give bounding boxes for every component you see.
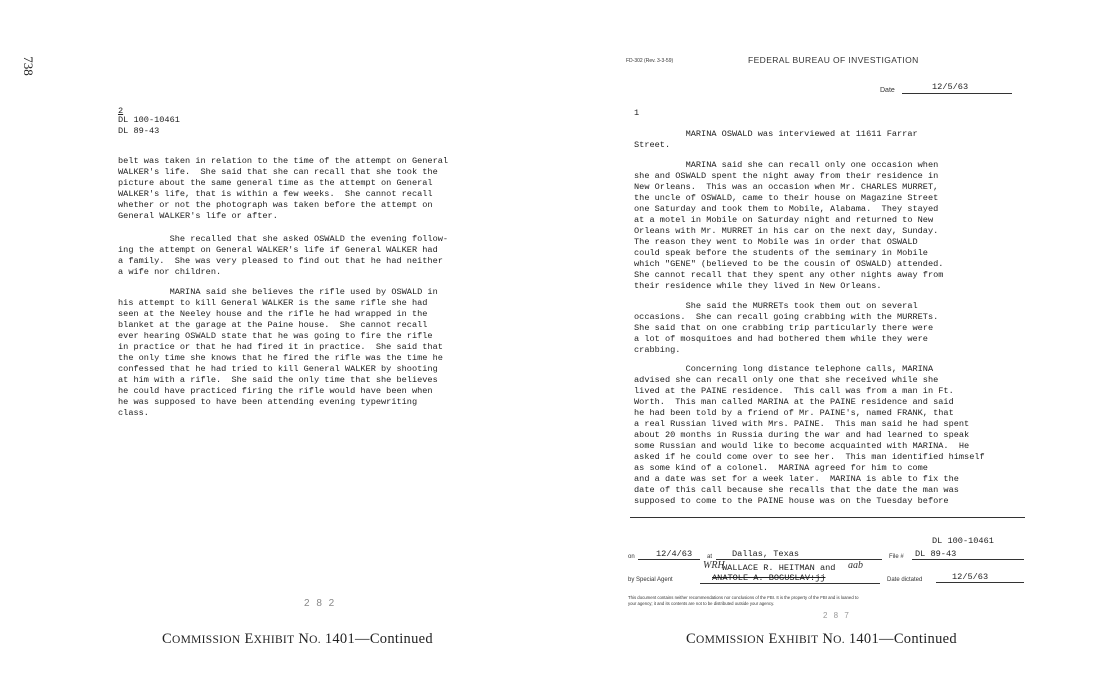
text-line: General WALKER's life or after. (118, 211, 278, 221)
right-stamp: 2 8 7 (823, 611, 851, 620)
right-caption-suffix: —Continued (879, 631, 957, 647)
right-paragraph-2 (634, 160, 943, 292)
agents-line-1: WALLACE R. HEITMAN and (722, 563, 836, 573)
text-line: his attempt to kill General WALKER is the same rifle she had (118, 298, 428, 308)
text-line: occasions. She can recall going crabbing with the MURRETs. (634, 312, 939, 322)
text-line: MARINA said she believes the rifle used by OSWALD in (118, 287, 438, 297)
text-line: ing the attempt on General WALKER's life if General WALKER had (118, 245, 438, 255)
left-caption-main: COMMISSION EXHIBIT NO. 1401 (162, 631, 356, 647)
text-line: date of this call because she recalls that the date the man was (634, 485, 959, 495)
agent-initials-2: aab (848, 560, 863, 571)
left-paragraph-3 (118, 287, 443, 419)
text-line: he could have practiced firing the rifle would have been when (118, 386, 433, 396)
text-line: whether or not the photograph was taken before the attempt on (118, 200, 433, 210)
footer-file-number: DL 89-43 (915, 549, 957, 559)
text-line: at a motel in Mobile on Saturday night and returned to New (634, 215, 934, 225)
agent-initials: WRH (703, 560, 725, 571)
text-line: Concerning long distance telephone calls, MARINA (634, 364, 934, 374)
footer-divider (630, 517, 1025, 518)
text-line: a wife nor children. (118, 267, 222, 277)
text-line: blanket at the garage at the Paine house. She cannot recall (118, 320, 428, 330)
footer-file-underline (912, 559, 1024, 560)
text-line: WALKER's life, that is within a few weeks. She cannot recall (118, 189, 433, 199)
right-caption-main: COMMISSION EXHIBIT NO. 1401 (686, 631, 880, 647)
right-paragraph-4 (634, 364, 985, 507)
text-line: The reason they went to Mobile was in order that OSWALD (634, 237, 918, 247)
text-line: he was supposed to have been attending evening typewriting (118, 397, 418, 407)
text-line: New Orleans. This was an occasion when Mr. CHARLES MURRET, (634, 182, 939, 192)
text-line: supposed to come to the PAINE house was on the Tuesday before (634, 496, 949, 506)
date-underline (902, 93, 1012, 94)
text-line: at him with a rifle. She said the only time that she believes (118, 375, 438, 385)
agents-line-2: ANATOLE A. BOGUSLAV:jj (712, 573, 826, 583)
footer-dictated-label: Date dictated (887, 577, 923, 583)
text-line: She said that on one crabbing trip particularly there were (634, 323, 934, 333)
left-paragraph-2 (118, 234, 448, 278)
text-line: their residence while they lived in New Orleans. (634, 281, 882, 291)
text-line: a family. She was very pleased to find out that he had neither (118, 256, 443, 266)
left-file-ref-1: DL 100-10461 (118, 115, 180, 125)
text-line: in practice or that he had fired it in practice. She said that (118, 342, 443, 352)
footer-dictated-underline (936, 582, 1024, 583)
right-paragraph-1 (634, 129, 918, 151)
text-line: seen at the Neeley house and the rifle he had wrapped in the (118, 309, 428, 319)
text-line: Worth. This man called MARINA at the PAINE residence and said (634, 397, 954, 407)
disclaimer-line-1: This document contains neither recommendations nor conclusions of the FBI. It is the property of the FBI and is loaned to (628, 595, 859, 600)
text-line: Street. (634, 140, 671, 150)
left-caption-suffix: —Continued (355, 631, 433, 647)
text-line: Orleans with Mr. MURRET in his car on the next day, Sunday. (634, 226, 939, 236)
text-line: a real Russian lived with Mrs. PAINE. This man said he had spent (634, 419, 970, 429)
footer-file-label: File # (889, 554, 904, 560)
text-line: as some kind of a colonel. MARINA agreed for him to come (634, 463, 928, 473)
text-line: MARINA said she can recall only one occasion when (634, 160, 939, 170)
text-line: could speak before the students of the seminary in Mobile (634, 248, 928, 258)
footer-dictated-value: 12/5/63 (952, 572, 989, 582)
text-line: She recalled that she asked OSWALD the evening follow- (118, 234, 449, 244)
text-line: about 20 months in Russia during the war and had learned to speak (634, 430, 970, 440)
text-line: class. (118, 408, 149, 418)
right-caption (686, 631, 957, 648)
text-line: a lot of mosquitoes and had bothered them while they were (634, 334, 928, 344)
form-number: FD-302 (Rev. 3-3-59) (626, 58, 674, 64)
text-line: MARINA OSWALD was interviewed at 11611 Farrar (634, 129, 918, 139)
text-line: asked if he could come over to see her. This man identified himself (634, 452, 985, 462)
text-line: lived at the PAINE residence. This call was from a man in Ft. (634, 386, 954, 396)
left-file-ref-2: DL 89-43 (118, 126, 160, 136)
page-number: 738 (20, 56, 36, 76)
text-line: which "GENE" (believed to be the cousin of OSWALD) attended. (634, 259, 944, 269)
text-line: the only time she knows that he fired the rifle was the time he (118, 353, 443, 363)
right-page-number: 1 (634, 108, 640, 118)
text-line: some Russian and would like to become acquainted with MARINA. He (634, 441, 970, 451)
right-paragraph-3 (634, 301, 938, 356)
footer-on-underline (638, 559, 700, 560)
left-paragraph-1 (118, 156, 448, 222)
text-line: and a date was set for a week later. MARINA is able to fix the (634, 474, 959, 484)
text-line: She said the MURRETs took them out on several (634, 301, 918, 311)
left-caption (162, 631, 433, 648)
left-page-number: 2 (118, 106, 124, 116)
footer-on-label: on (628, 554, 635, 560)
date-label: Date (880, 87, 895, 94)
footer-at-label: at (707, 554, 713, 560)
text-line: WALKER's life. She said that she can recall that she took the (118, 167, 438, 177)
agents-underline (700, 583, 880, 584)
text-line: ever hearing OSWALD state that he was going to fire the rifle (118, 331, 433, 341)
text-line: confessed that he had tried to kill General WALKER by shooting (118, 364, 438, 374)
left-stamp: 2 8 2 (304, 598, 337, 609)
text-line: picture about the same general time as the attempt on General (118, 178, 433, 188)
text-line: She cannot recall that they spent any other nights away from (634, 270, 944, 280)
text-line: the uncle of OSWALD, came to their house on Magazine Street (634, 193, 939, 203)
disclaimer-line-2: your agency; it and its contents are not to be distributed outside your agency. (628, 601, 775, 606)
text-line: he had been told by a friend of Mr. PAINE's, named FRANK, that (634, 408, 954, 418)
footer-by-label: by Special Agent (628, 577, 673, 583)
footer-location: Dallas, Texas (732, 549, 800, 559)
text-line: belt was taken in relation to the time of the attempt on General (118, 156, 449, 166)
agency-header: FEDERAL BUREAU OF INVESTIGATION (748, 55, 919, 65)
text-line: advised she can recall only one that she received while she (634, 375, 939, 385)
text-line: one Saturday and took them to Mobile, Alabama. They stayed (634, 204, 939, 214)
text-line: she and OSWALD spent the night away from their residence in (634, 171, 939, 181)
text-line: crabbing. (634, 345, 681, 355)
footer-file-ref: DL 100-10461 (932, 536, 994, 546)
footer-on-date: 12/4/63 (656, 549, 693, 559)
date-value: 12/5/63 (932, 82, 969, 92)
